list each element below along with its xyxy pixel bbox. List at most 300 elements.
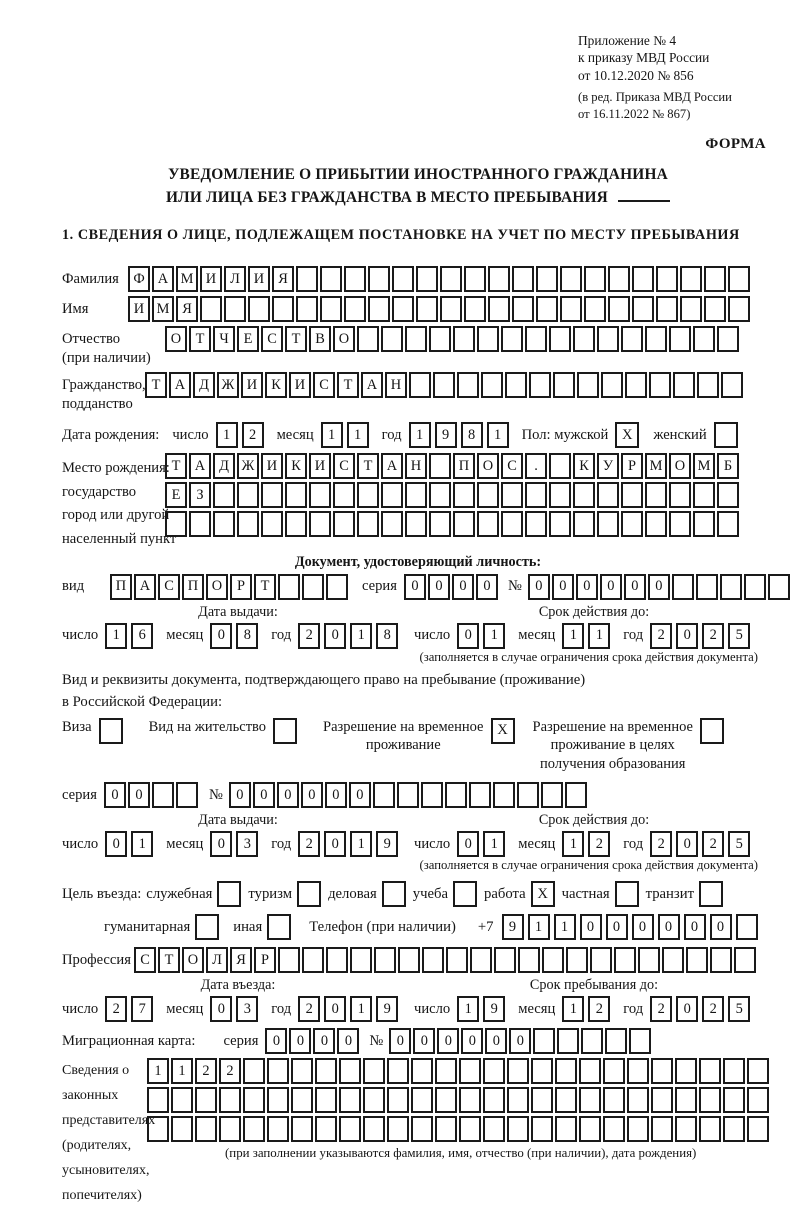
char-cell[interactable]: Ф — [128, 266, 150, 292]
char-cell[interactable]: 0 — [105, 831, 127, 857]
char-cell[interactable]: 0 — [632, 914, 654, 940]
char-cell[interactable] — [728, 296, 750, 322]
char-cell[interactable] — [747, 1087, 769, 1113]
char-cell[interactable] — [147, 1116, 169, 1142]
char-cell[interactable]: 1 — [483, 623, 505, 649]
char-cell[interactable] — [398, 947, 420, 973]
char-cell[interactable]: 3 — [236, 831, 258, 857]
char-cell[interactable] — [549, 511, 571, 537]
char-cell[interactable] — [429, 326, 451, 352]
char-cell[interactable]: Т — [357, 453, 379, 479]
char-cell[interactable]: 0 — [485, 1028, 507, 1054]
char-cell[interactable] — [518, 947, 540, 973]
char-cell[interactable]: 1 — [131, 831, 153, 857]
char-cell[interactable]: 0 — [576, 574, 598, 600]
char-cell[interactable] — [267, 1058, 289, 1084]
char-cell[interactable] — [477, 326, 499, 352]
char-cell[interactable]: 2 — [702, 996, 724, 1022]
char-cell[interactable]: 0 — [710, 914, 732, 940]
char-cell[interactable]: Б — [717, 453, 739, 479]
char-cell[interactable]: 1 — [528, 914, 550, 940]
char-cell[interactable] — [296, 266, 318, 292]
char-cell[interactable]: И — [261, 453, 283, 479]
char-cell[interactable]: 0 — [676, 831, 698, 857]
char-cell[interactable]: 2 — [588, 831, 610, 857]
char-cell[interactable] — [477, 482, 499, 508]
char-cell[interactable]: 0 — [457, 831, 479, 857]
char-cell[interactable]: С — [134, 947, 156, 973]
char-cell[interactable]: 1 — [483, 831, 505, 857]
char-cell[interactable] — [590, 947, 612, 973]
char-cell[interactable] — [339, 1087, 361, 1113]
char-cell[interactable] — [477, 511, 499, 537]
char-cell[interactable]: О — [182, 947, 204, 973]
char-cell[interactable]: 9 — [376, 996, 398, 1022]
char-cell[interactable] — [459, 1058, 481, 1084]
char-cell[interactable] — [542, 947, 564, 973]
char-cell[interactable] — [581, 1028, 603, 1054]
char-cell[interactable] — [483, 1116, 505, 1142]
char-cell[interactable] — [453, 326, 475, 352]
char-cell[interactable] — [680, 296, 702, 322]
char-cell[interactable]: 0 — [528, 574, 550, 600]
char-cell[interactable] — [261, 482, 283, 508]
char-cell[interactable] — [507, 1058, 529, 1084]
char-cell[interactable] — [560, 266, 582, 292]
char-cell[interactable] — [553, 372, 575, 398]
char-cell[interactable]: 0 — [104, 782, 126, 808]
char-cell[interactable] — [531, 1116, 553, 1142]
char-cell[interactable] — [736, 914, 758, 940]
char-cell[interactable] — [651, 1058, 673, 1084]
char-cell[interactable]: 0 — [413, 1028, 435, 1054]
char-cell[interactable] — [501, 482, 523, 508]
char-cell[interactable]: 1 — [216, 422, 238, 448]
char-cell[interactable] — [680, 266, 702, 292]
char-cell[interactable] — [696, 574, 718, 600]
char-cell[interactable] — [302, 947, 324, 973]
char-cell[interactable]: 1 — [321, 422, 343, 448]
char-cell[interactable]: 0 — [457, 623, 479, 649]
char-cell[interactable] — [512, 266, 534, 292]
char-cell[interactable] — [672, 574, 694, 600]
char-cell[interactable] — [557, 1028, 579, 1054]
char-cell[interactable] — [632, 296, 654, 322]
char-cell[interactable]: С — [261, 326, 283, 352]
char-cell[interactable]: И — [128, 296, 150, 322]
char-cell[interactable] — [278, 574, 300, 600]
char-cell[interactable] — [638, 947, 660, 973]
char-cell[interactable] — [488, 266, 510, 292]
char-cell[interactable]: Т — [285, 326, 307, 352]
char-cell[interactable] — [435, 1087, 457, 1113]
char-cell[interactable] — [710, 947, 732, 973]
char-cell[interactable] — [339, 1116, 361, 1142]
char-cell[interactable] — [243, 1116, 265, 1142]
char-cell[interactable] — [200, 296, 222, 322]
char-cell[interactable]: К — [573, 453, 595, 479]
char-cell[interactable] — [357, 482, 379, 508]
char-cell[interactable] — [339, 1058, 361, 1084]
char-cell[interactable] — [721, 372, 743, 398]
char-cell[interactable] — [481, 372, 503, 398]
char-cell[interactable]: 8 — [376, 623, 398, 649]
sex-male-checkbox[interactable]: X — [615, 422, 639, 448]
char-cell[interactable] — [296, 296, 318, 322]
char-cell[interactable]: 1 — [171, 1058, 193, 1084]
char-cell[interactable]: 2 — [702, 831, 724, 857]
char-cell[interactable]: И — [309, 453, 331, 479]
char-cell[interactable]: 0 — [128, 782, 150, 808]
char-cell[interactable]: 1 — [350, 623, 372, 649]
char-cell[interactable] — [285, 511, 307, 537]
char-cell[interactable] — [261, 511, 283, 537]
char-cell[interactable] — [435, 1116, 457, 1142]
char-cell[interactable]: 8 — [461, 422, 483, 448]
char-cell[interactable] — [529, 372, 551, 398]
char-cell[interactable]: О — [477, 453, 499, 479]
char-cell[interactable]: 0 — [648, 574, 670, 600]
char-cell[interactable] — [565, 782, 587, 808]
char-cell[interactable]: 2 — [298, 996, 320, 1022]
sex-female-checkbox[interactable] — [714, 422, 738, 448]
purpose-study-checkbox[interactable] — [453, 881, 477, 907]
char-cell[interactable]: 9 — [435, 422, 457, 448]
char-cell[interactable] — [278, 947, 300, 973]
char-cell[interactable] — [675, 1087, 697, 1113]
char-cell[interactable]: О — [165, 326, 187, 352]
char-cell[interactable]: М — [645, 453, 667, 479]
char-cell[interactable]: 2 — [650, 831, 672, 857]
char-cell[interactable] — [488, 296, 510, 322]
char-cell[interactable] — [421, 782, 443, 808]
char-cell[interactable] — [669, 511, 691, 537]
char-cell[interactable] — [693, 482, 715, 508]
char-cell[interactable] — [728, 266, 750, 292]
char-cell[interactable] — [597, 482, 619, 508]
char-cell[interactable]: Т — [158, 947, 180, 973]
char-cell[interactable] — [662, 947, 684, 973]
char-cell[interactable] — [483, 1087, 505, 1113]
char-cell[interactable] — [405, 482, 427, 508]
char-cell[interactable] — [483, 1058, 505, 1084]
purpose-humanitarian-checkbox[interactable] — [195, 914, 219, 940]
char-cell[interactable]: 0 — [476, 574, 498, 600]
char-cell[interactable] — [621, 482, 643, 508]
char-cell[interactable] — [320, 266, 342, 292]
char-cell[interactable]: Я — [230, 947, 252, 973]
char-cell[interactable]: 0 — [600, 574, 622, 600]
char-cell[interactable] — [645, 482, 667, 508]
char-cell[interactable]: 3 — [236, 996, 258, 1022]
char-cell[interactable] — [621, 511, 643, 537]
char-cell[interactable]: 2 — [298, 623, 320, 649]
char-cell[interactable]: 6 — [131, 623, 153, 649]
char-cell[interactable] — [333, 511, 355, 537]
char-cell[interactable] — [573, 482, 595, 508]
char-cell[interactable]: А — [169, 372, 191, 398]
char-cell[interactable]: Я — [272, 266, 294, 292]
char-cell[interactable] — [272, 296, 294, 322]
char-cell[interactable]: 0 — [253, 782, 275, 808]
char-cell[interactable] — [723, 1087, 745, 1113]
char-cell[interactable] — [195, 1116, 217, 1142]
char-cell[interactable] — [723, 1058, 745, 1084]
char-cell[interactable] — [171, 1087, 193, 1113]
char-cell[interactable] — [309, 511, 331, 537]
char-cell[interactable] — [357, 326, 379, 352]
char-cell[interactable] — [195, 1087, 217, 1113]
char-cell[interactable] — [405, 511, 427, 537]
char-cell[interactable] — [350, 947, 372, 973]
char-cell[interactable] — [555, 1058, 577, 1084]
char-cell[interactable]: 1 — [105, 623, 127, 649]
char-cell[interactable]: . — [525, 453, 547, 479]
char-cell[interactable]: А — [361, 372, 383, 398]
char-cell[interactable]: 0 — [580, 914, 602, 940]
char-cell[interactable] — [171, 1116, 193, 1142]
char-cell[interactable] — [533, 1028, 555, 1054]
char-cell[interactable]: Т — [189, 326, 211, 352]
char-cell[interactable]: 1 — [350, 996, 372, 1022]
char-cell[interactable]: 0 — [349, 782, 371, 808]
char-cell[interactable] — [704, 266, 726, 292]
char-cell[interactable] — [219, 1087, 241, 1113]
char-cell[interactable] — [603, 1058, 625, 1084]
char-cell[interactable] — [579, 1058, 601, 1084]
char-cell[interactable]: О — [333, 326, 355, 352]
char-cell[interactable] — [446, 947, 468, 973]
char-cell[interactable]: 0 — [606, 914, 628, 940]
char-cell[interactable]: 0 — [509, 1028, 531, 1054]
char-cell[interactable] — [445, 782, 467, 808]
char-cell[interactable] — [459, 1116, 481, 1142]
char-cell[interactable]: Л — [224, 266, 246, 292]
char-cell[interactable] — [387, 1087, 409, 1113]
char-cell[interactable] — [608, 296, 630, 322]
char-cell[interactable] — [381, 511, 403, 537]
char-cell[interactable] — [549, 326, 571, 352]
char-cell[interactable] — [573, 511, 595, 537]
char-cell[interactable] — [744, 574, 766, 600]
char-cell[interactable]: 2 — [105, 996, 127, 1022]
char-cell[interactable]: Р — [254, 947, 276, 973]
char-cell[interactable] — [224, 296, 246, 322]
char-cell[interactable] — [531, 1058, 553, 1084]
char-cell[interactable] — [627, 1058, 649, 1084]
char-cell[interactable]: А — [381, 453, 403, 479]
char-cell[interactable] — [344, 266, 366, 292]
char-cell[interactable]: 2 — [650, 996, 672, 1022]
char-cell[interactable] — [717, 482, 739, 508]
char-cell[interactable] — [525, 482, 547, 508]
char-cell[interactable]: П — [110, 574, 132, 600]
char-cell[interactable] — [411, 1087, 433, 1113]
char-cell[interactable] — [237, 482, 259, 508]
char-cell[interactable] — [717, 326, 739, 352]
char-cell[interactable]: 5 — [728, 831, 750, 857]
char-cell[interactable] — [416, 296, 438, 322]
char-cell[interactable] — [165, 511, 187, 537]
char-cell[interactable] — [501, 326, 523, 352]
char-cell[interactable]: 2 — [650, 623, 672, 649]
char-cell[interactable] — [267, 1087, 289, 1113]
char-cell[interactable] — [673, 372, 695, 398]
char-cell[interactable] — [213, 511, 235, 537]
char-cell[interactable]: К — [265, 372, 287, 398]
char-cell[interactable]: Т — [145, 372, 167, 398]
char-cell[interactable]: 7 — [131, 996, 153, 1022]
char-cell[interactable] — [645, 326, 667, 352]
char-cell[interactable]: 0 — [389, 1028, 411, 1054]
char-cell[interactable] — [387, 1058, 409, 1084]
char-cell[interactable]: 1 — [350, 831, 372, 857]
char-cell[interactable] — [464, 296, 486, 322]
char-cell[interactable] — [649, 372, 671, 398]
purpose-other-checkbox[interactable] — [267, 914, 291, 940]
char-cell[interactable] — [152, 782, 174, 808]
char-cell[interactable] — [411, 1058, 433, 1084]
char-cell[interactable]: 2 — [219, 1058, 241, 1084]
char-cell[interactable]: В — [309, 326, 331, 352]
char-cell[interactable] — [536, 266, 558, 292]
char-cell[interactable] — [363, 1116, 385, 1142]
char-cell[interactable]: 0 — [325, 782, 347, 808]
char-cell[interactable] — [573, 326, 595, 352]
char-cell[interactable] — [405, 326, 427, 352]
char-cell[interactable]: Ж — [237, 453, 259, 479]
char-cell[interactable] — [541, 782, 563, 808]
char-cell[interactable]: 0 — [324, 831, 346, 857]
char-cell[interactable]: 1 — [409, 422, 431, 448]
char-cell[interactable] — [656, 266, 678, 292]
char-cell[interactable]: 0 — [324, 623, 346, 649]
char-cell[interactable] — [686, 947, 708, 973]
char-cell[interactable]: 0 — [265, 1028, 287, 1054]
char-cell[interactable] — [629, 1028, 651, 1054]
char-cell[interactable] — [723, 1116, 745, 1142]
char-cell[interactable]: 9 — [376, 831, 398, 857]
char-cell[interactable] — [627, 1087, 649, 1113]
char-cell[interactable] — [285, 482, 307, 508]
char-cell[interactable] — [429, 453, 451, 479]
char-cell[interactable] — [699, 1087, 721, 1113]
char-cell[interactable] — [373, 782, 395, 808]
char-cell[interactable] — [315, 1116, 337, 1142]
char-cell[interactable] — [453, 511, 475, 537]
char-cell[interactable] — [560, 296, 582, 322]
char-cell[interactable]: Л — [206, 947, 228, 973]
char-cell[interactable]: 0 — [676, 996, 698, 1022]
char-cell[interactable]: 0 — [324, 996, 346, 1022]
char-cell[interactable] — [531, 1087, 553, 1113]
char-cell[interactable] — [699, 1058, 721, 1084]
char-cell[interactable]: 0 — [624, 574, 646, 600]
char-cell[interactable] — [566, 947, 588, 973]
char-cell[interactable] — [469, 782, 491, 808]
char-cell[interactable]: А — [189, 453, 211, 479]
char-cell[interactable] — [697, 372, 719, 398]
visa-checkbox[interactable] — [99, 718, 123, 744]
char-cell[interactable] — [422, 947, 444, 973]
char-cell[interactable] — [368, 296, 390, 322]
char-cell[interactable]: 2 — [242, 422, 264, 448]
char-cell[interactable]: И — [200, 266, 222, 292]
char-cell[interactable] — [555, 1116, 577, 1142]
char-cell[interactable] — [597, 326, 619, 352]
char-cell[interactable]: 0 — [658, 914, 680, 940]
char-cell[interactable] — [693, 326, 715, 352]
char-cell[interactable]: 2 — [298, 831, 320, 857]
purpose-work-checkbox[interactable]: X — [531, 881, 555, 907]
char-cell[interactable]: Н — [405, 453, 427, 479]
residence-permit-checkbox[interactable] — [273, 718, 297, 744]
char-cell[interactable] — [291, 1058, 313, 1084]
char-cell[interactable] — [734, 947, 756, 973]
char-cell[interactable] — [720, 574, 742, 600]
char-cell[interactable]: 2 — [702, 623, 724, 649]
char-cell[interactable] — [267, 1116, 289, 1142]
char-cell[interactable]: И — [248, 266, 270, 292]
char-cell[interactable]: 0 — [210, 831, 232, 857]
char-cell[interactable] — [309, 482, 331, 508]
char-cell[interactable]: 1 — [554, 914, 576, 940]
char-cell[interactable] — [344, 296, 366, 322]
char-cell[interactable] — [501, 511, 523, 537]
char-cell[interactable]: 2 — [195, 1058, 217, 1084]
char-cell[interactable] — [549, 453, 571, 479]
char-cell[interactable] — [536, 296, 558, 322]
char-cell[interactable] — [577, 372, 599, 398]
char-cell[interactable]: 2 — [588, 996, 610, 1022]
char-cell[interactable] — [440, 296, 462, 322]
char-cell[interactable] — [433, 372, 455, 398]
char-cell[interactable]: Т — [254, 574, 276, 600]
char-cell[interactable] — [429, 511, 451, 537]
char-cell[interactable] — [627, 1116, 649, 1142]
char-cell[interactable]: Ж — [217, 372, 239, 398]
char-cell[interactable] — [435, 1058, 457, 1084]
char-cell[interactable] — [381, 482, 403, 508]
char-cell[interactable]: Т — [337, 372, 359, 398]
char-cell[interactable] — [440, 266, 462, 292]
purpose-private-checkbox[interactable] — [615, 881, 639, 907]
char-cell[interactable] — [747, 1116, 769, 1142]
char-cell[interactable]: Р — [230, 574, 252, 600]
char-cell[interactable]: 0 — [313, 1028, 335, 1054]
char-cell[interactable]: С — [313, 372, 335, 398]
char-cell[interactable] — [333, 482, 355, 508]
char-cell[interactable] — [494, 947, 516, 973]
char-cell[interactable] — [747, 1058, 769, 1084]
char-cell[interactable]: М — [176, 266, 198, 292]
char-cell[interactable] — [597, 511, 619, 537]
char-cell[interactable] — [525, 326, 547, 352]
char-cell[interactable] — [768, 574, 790, 600]
char-cell[interactable] — [717, 511, 739, 537]
char-cell[interactable] — [579, 1087, 601, 1113]
char-cell[interactable]: У — [597, 453, 619, 479]
char-cell[interactable]: М — [152, 296, 174, 322]
char-cell[interactable] — [555, 1087, 577, 1113]
char-cell[interactable] — [457, 372, 479, 398]
char-cell[interactable] — [625, 372, 647, 398]
char-cell[interactable]: С — [333, 453, 355, 479]
purpose-business-checkbox[interactable] — [382, 881, 406, 907]
char-cell[interactable] — [291, 1116, 313, 1142]
char-cell[interactable] — [320, 296, 342, 322]
char-cell[interactable] — [315, 1087, 337, 1113]
